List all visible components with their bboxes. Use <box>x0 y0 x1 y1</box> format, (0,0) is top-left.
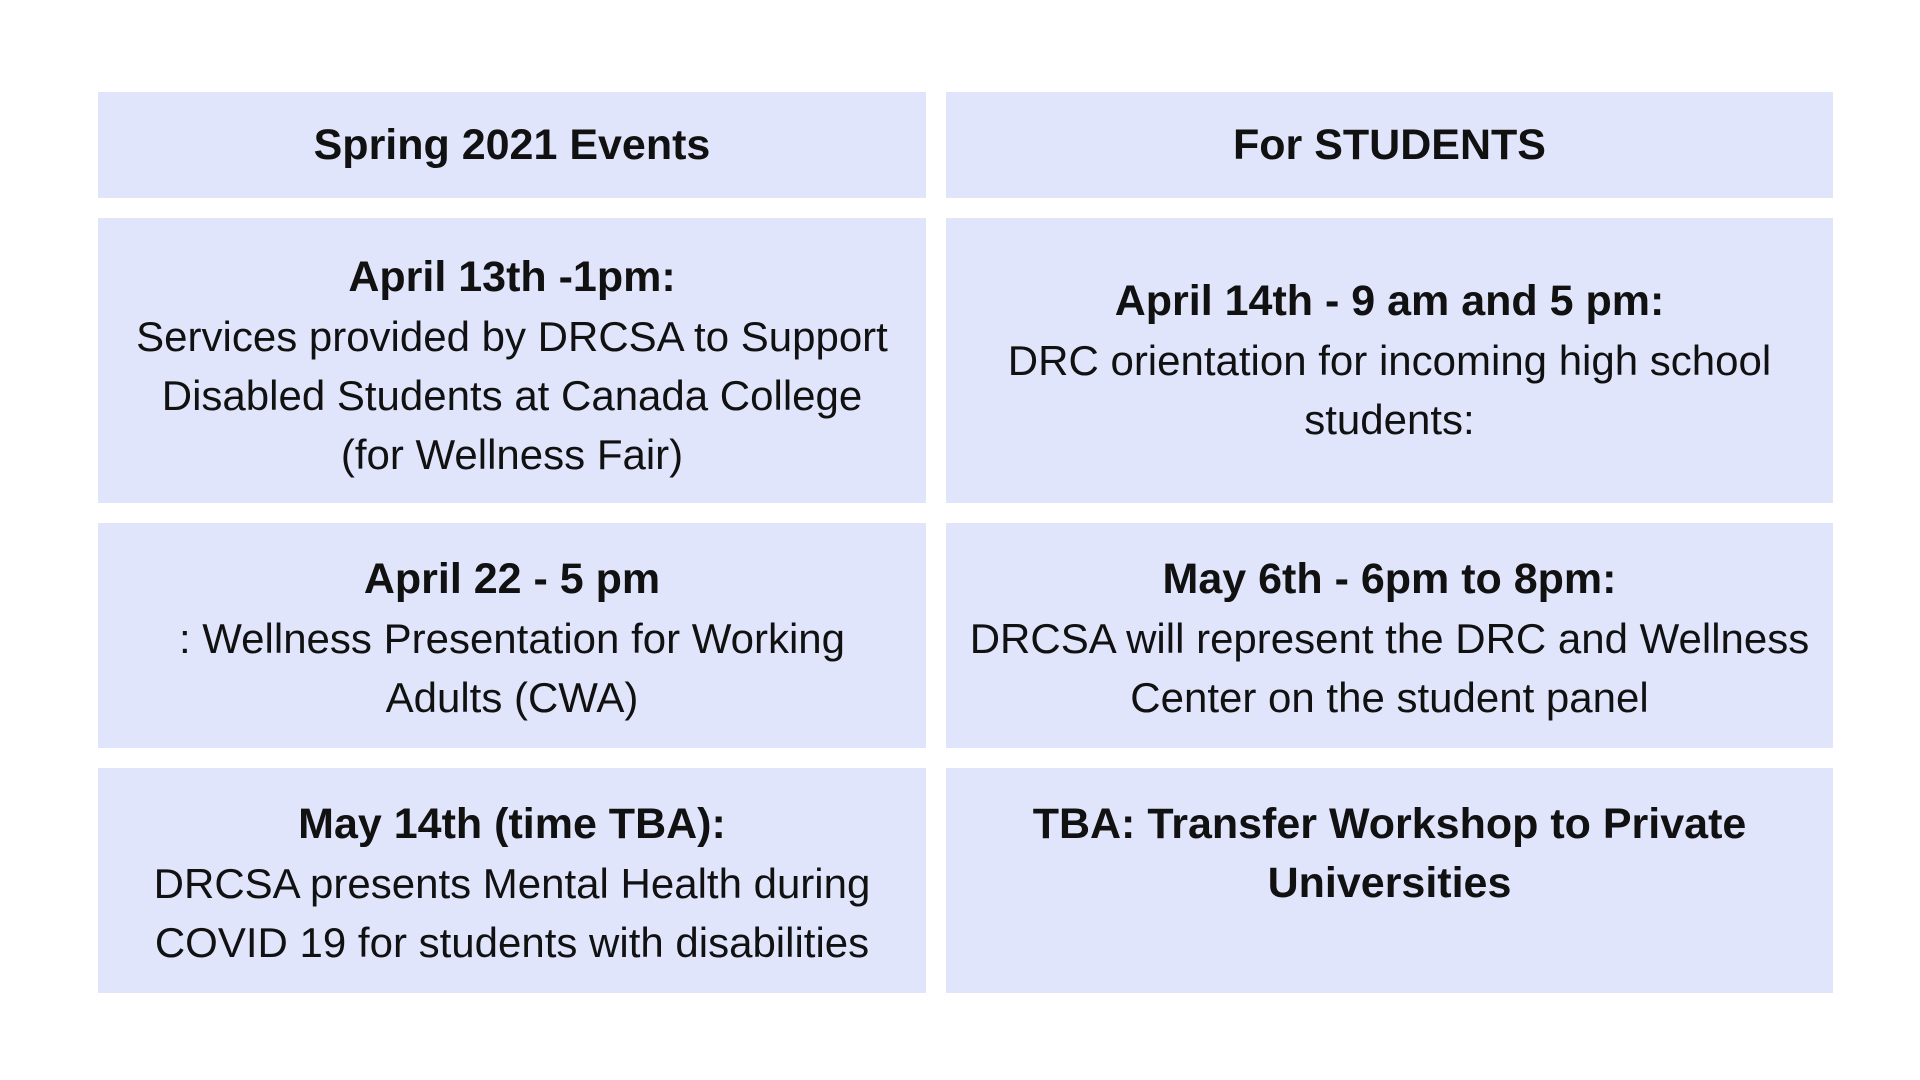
event-cell-april-22 <box>98 523 926 748</box>
event-description-line: DRCSA presents Mental Health during <box>153 860 871 907</box>
event-title: April 14th - 9 am and 5 pm: <box>1114 277 1665 325</box>
event-description-line: DRC orientation for incoming high school <box>1007 337 1772 384</box>
header-cell-for-students <box>946 92 1833 198</box>
header-for-students: For STUDENTS <box>1233 120 1546 169</box>
event-cell-april-13 <box>98 218 926 503</box>
event-title: May 14th (time TBA): <box>298 800 726 848</box>
event-description-line: Adults (CWA) <box>385 674 639 721</box>
event-description-line: students: <box>1304 396 1475 443</box>
event-description-line: Disabled Students at Canada College <box>161 372 863 419</box>
event-cell-may-6 <box>946 523 1833 748</box>
header-spring-events: Spring 2021 Events <box>313 120 711 169</box>
event-title: May 6th - 6pm to 8pm: <box>1162 555 1617 603</box>
event-cell-may-14 <box>98 768 926 993</box>
event-description-line: DRCSA will represent the DRC and Wellness <box>969 615 1810 662</box>
event-description-line: (for Wellness Fair) <box>340 431 684 478</box>
event-description-line: : Wellness Presentation for Working <box>178 615 846 662</box>
event-description-line: Services provided by DRCSA to Support <box>136 313 888 360</box>
event-title-line: TBA: Transfer Workshop to Private <box>1032 800 1747 848</box>
event-description-line: COVID 19 for students with disabilities <box>154 919 870 966</box>
event-cell-tba-transfer <box>946 768 1833 993</box>
header-cell-spring-events <box>98 92 926 198</box>
event-title: April 22 - 5 pm <box>363 555 661 603</box>
event-title: April 13th -1pm: <box>348 253 676 301</box>
events-table <box>98 92 1833 993</box>
event-title-line: Universities <box>1267 859 1512 907</box>
event-cell-april-14 <box>946 218 1833 503</box>
event-description-line: Center on the student panel <box>1130 674 1649 721</box>
